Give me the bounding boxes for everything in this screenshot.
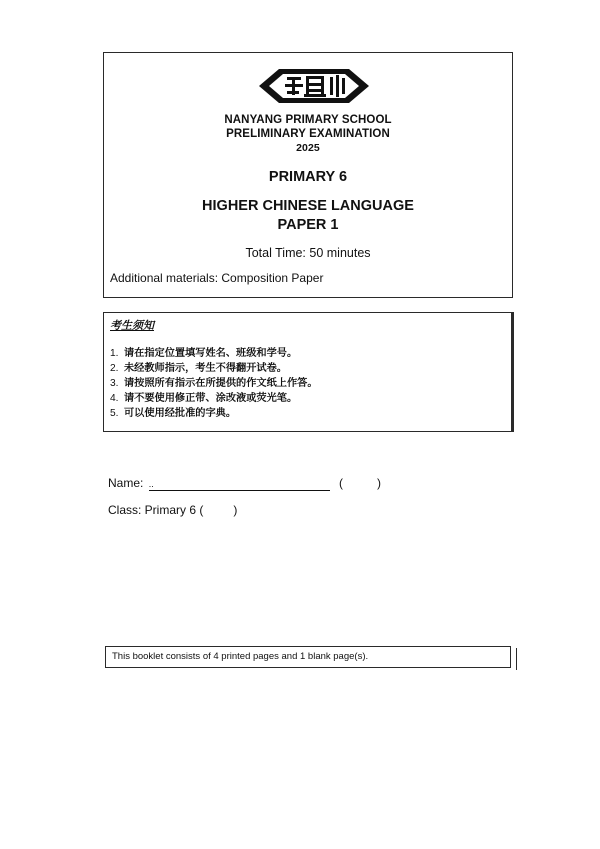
paper-title: PAPER 1 [277, 217, 339, 233]
item-number: 4. [110, 393, 119, 404]
item-number: 3. [110, 378, 119, 389]
student-name-row [108, 476, 381, 491]
item-number: 2. [110, 363, 119, 374]
school-crest-icon [259, 67, 369, 105]
class-field[interactable]: ) [233, 503, 238, 517]
total-time: Total Time: 50 minutes [245, 246, 371, 260]
list-item [110, 361, 318, 376]
item-text: 请在指定位置填写姓名、班级和学号。 [124, 347, 298, 359]
booklet-note: This booklet consists of 4 printed pages and 1 blank page(s). [112, 651, 369, 662]
index-number-field[interactable]: ) [377, 476, 382, 490]
school-name: NANYANG PRIMARY SCHOOL [224, 114, 392, 126]
level-title: PRIMARY 6 [268, 169, 348, 185]
name-label: Name: [108, 476, 144, 490]
list-item [110, 346, 318, 361]
scan-edge-mark [516, 648, 517, 670]
subject-title: HIGHER CHINESE LANGUAGE [202, 198, 414, 214]
name-field[interactable]: .. [149, 478, 330, 491]
exam-year: 2025 [296, 142, 320, 154]
instructions-box [103, 312, 514, 432]
item-text: 可以使用经批准的字典。 [124, 407, 237, 419]
item-text: 未经教师指示，考生不得翻开试卷。 [124, 362, 287, 374]
item-number: 5. [110, 408, 119, 419]
cover-info-box [103, 52, 513, 298]
item-number: 1. [110, 348, 119, 359]
student-class-row [108, 503, 237, 517]
booklet-note-box [105, 646, 511, 668]
class-label: Class: Primary 6 ( [108, 503, 204, 517]
list-item [110, 406, 318, 421]
instructions-heading: 考生须知 [110, 319, 154, 332]
additional-materials: Additional materials: Composition Paper [110, 271, 324, 285]
list-item [110, 391, 318, 406]
exam-name: PRELIMINARY EXAMINATION [226, 128, 390, 140]
item-text: 请按照所有指示在所提供的作文纸上作答。 [124, 377, 318, 389]
index-paren-open: ( [339, 476, 344, 490]
list-item [110, 376, 318, 391]
instructions-list [110, 346, 318, 421]
item-text: 请不要使用修正带、涂改液或荧光笔。 [124, 392, 298, 404]
